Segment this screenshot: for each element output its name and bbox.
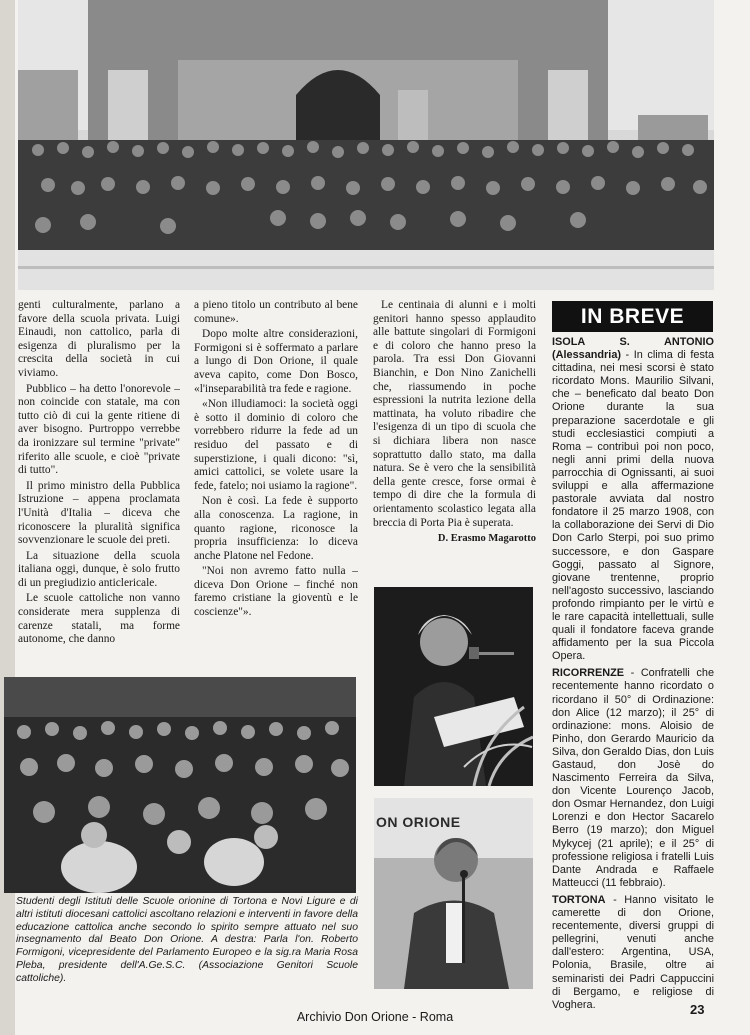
breve-item-text: - Confratelli che recentemente hanno ricordato o ricordano il 50° di Ordinazione: don Alice (12 marzo); il 25° di ordinazione: mons. Aloisio de Pinho, don Gerardo Mauricio da Silva, don Geraldo Dias, don Luis Gastaud, don Josè do Nascimento Ferreira da Silva, don Vicente Lourenço Jacob, don Osmar Hernandez, don Luigi Lorenzi e don Hector Sacarelo Berro (19 marzo); don Miguel Mykycej (21 aprile); e il 25° di professione religiosa i fratelli Luis Dante Andrada e Raffaele Matteucci (11 febbraio). xyxy=(552,667,714,889)
audience-photo xyxy=(4,677,356,893)
speaker-man-photo xyxy=(374,798,533,989)
article-column-1 xyxy=(18,299,180,649)
breve-item-text: - In clima di festa cittadina, nei mesi scorsi è stato ricordato Mons. Maurilio Silvani, che – beneficato dal beato Don Orione durante la sua preparazione sacerdotale e gli studi ecclesiastici compiuti a Roma – contribuì poi non poco, negli anni primi della nuova parrocchia di Ognissanti, ai suoi sviluppi e alla affermazione pastorale avviata dal nostro fondatore il 25 marzo 1908, con la collaborazione dei Servi di Dio Don Carlo Sterpi, poi suo primo successore, e don Gaspare Goggi, passato al Signore, giovane trentenne, proprio nell'agosto successivo, lasciando profondo rimpianto per le virtù e le rare capacità intellettuali, sulle quali il fondatore faceva grande affidamento per la sua Piccola Opera. xyxy=(552,349,714,663)
breve-item xyxy=(552,894,714,1012)
archive-footer: Archivio Don Orione - Roma xyxy=(296,1010,454,1024)
article-paragraph: La situazione della scuola italiana oggi, dunque, è solo frutto di un pregiudizio anticlericale. xyxy=(18,549,180,589)
breve-item-place: RICORRENZE xyxy=(552,667,625,680)
article-paragraph: Pubblico – ha detto l'onorevole – non coincide con statale, ma con tutto ciò di cui la gente ritiene di aver bisogno. Purtroppo verrebbe da ironizzare sul termine "private" riferito alle scuole, e cioè "private di tutto". xyxy=(18,382,180,477)
article-column-3 xyxy=(373,299,536,546)
breve-item-text: - Hanno visitato le camerette di don Orione, recentemente, diversi gruppi di pellegrini, venuti anche dall'estero: Argentina, USA, Polonia, Brasile, oltre ai seminaristi dei Padri Cappuccini di Bergamo, e religiose di Voghera. xyxy=(552,893,714,1011)
page-number: 23 xyxy=(690,1002,705,1017)
group-photo-church xyxy=(18,0,714,290)
photo-caption: Studenti degli Istituti delle Scuole orionine di Tortona e Novi Ligure e di altri istituti diocesani cattolici ascoltano relazioni e interventi in favore della educazione cattolica anche secondo lo spirito sempre attuato nel suo insegnamento dal Beato Don Orione. A destra: Parla l'on. Roberto Formigoni, vicepresidente del Parlamento Europeo e la sig.ra Maria Rosa Pleba, presidente dell'A.Ge.S.C. (Associazione Genitori Scuole cattoliche). xyxy=(16,896,358,984)
article-paragraph: Il primo ministro della Pubblica Istruzione – appena proclamata l'Unità d'Italia – diceva che riconoscere la pluralità significa sovvenzionare le scuole dei preti. xyxy=(18,479,180,547)
breve-item xyxy=(552,667,714,890)
breve-item-place: TORTONA xyxy=(552,893,606,906)
article-paragraph: Non è così. La fede è supporto alla conoscenza. La ragione, in quanto ragione, riconosce la propria insufficienza: lo diceva anche Platone nel Fedone. xyxy=(194,495,358,562)
article-paragraph: genti culturalmente, parlano a favore della scuola privata. Luigi Einaudi, non cattolico, parla di esigenza di pluralismo per la crescita della società in cui viviamo. xyxy=(18,299,180,379)
author-signature: D. Erasmo Magarotto xyxy=(437,533,536,545)
article-paragraph: Le scuole cattoliche non vanno considerate mera supplenza di carenze statali, ma forme autonome, che danno xyxy=(18,592,180,646)
article-paragraph: a pieno titolo un contributo al bene comune». xyxy=(194,299,358,325)
article-paragraph: Le centinaia di alunni e i molti genitori hanno spesso applaudito alle battute singolari di Formigoni e di coloro che hanno preso la parola. Tra essi Don Giovanni Bianchin, e Don Nino Zanichelli che, riassumendo in poche espressioni la nutrita lezione della mattinata, ha voluto ribadire che l'esigenza di un tipo di scuola che si dichiara libera non nasce soprattutto dallo stato, ma dalla natura. Se è vero che la sensibilità della gente cresce, forse ormai è tempo di dire che la formula di orientamento scolastico legata alla breccia di Porta Pia è superata. xyxy=(373,299,536,529)
article-paragraph: Dopo molte altre considerazioni, Formigoni si è soffermato a parlare a lungo di Don Orione, il quale aveva capito, come Don Bosco, «l'inseparabilità tra fede e ragione. xyxy=(194,328,358,395)
breve-item-place: ISOLA S. ANTONIO (Alessandria) xyxy=(552,336,714,362)
article-paragraph: «Non illudiamoci: la società oggi è sotto il dominio di coloro che vorrebbero ridurre la fede ad un residuo del passato e di superstizione, i quali dicono: "sì, amici cattolici, se volete usare la fede, fatelo; noi usiamo la ragione". xyxy=(194,398,358,492)
in-breve-column xyxy=(552,336,714,1016)
in-breve-heading: IN BREVE xyxy=(552,301,713,332)
breve-item xyxy=(552,336,714,663)
banner-text: ON ORIONE xyxy=(376,814,461,830)
article-column-2 xyxy=(194,299,358,622)
article-paragraph: "Noi non avremo fatto nulla – diceva Don Orione – finché non faremo cristiane la gioventù e le coscienze"». xyxy=(194,565,358,619)
speaker-woman-photo xyxy=(374,587,533,786)
